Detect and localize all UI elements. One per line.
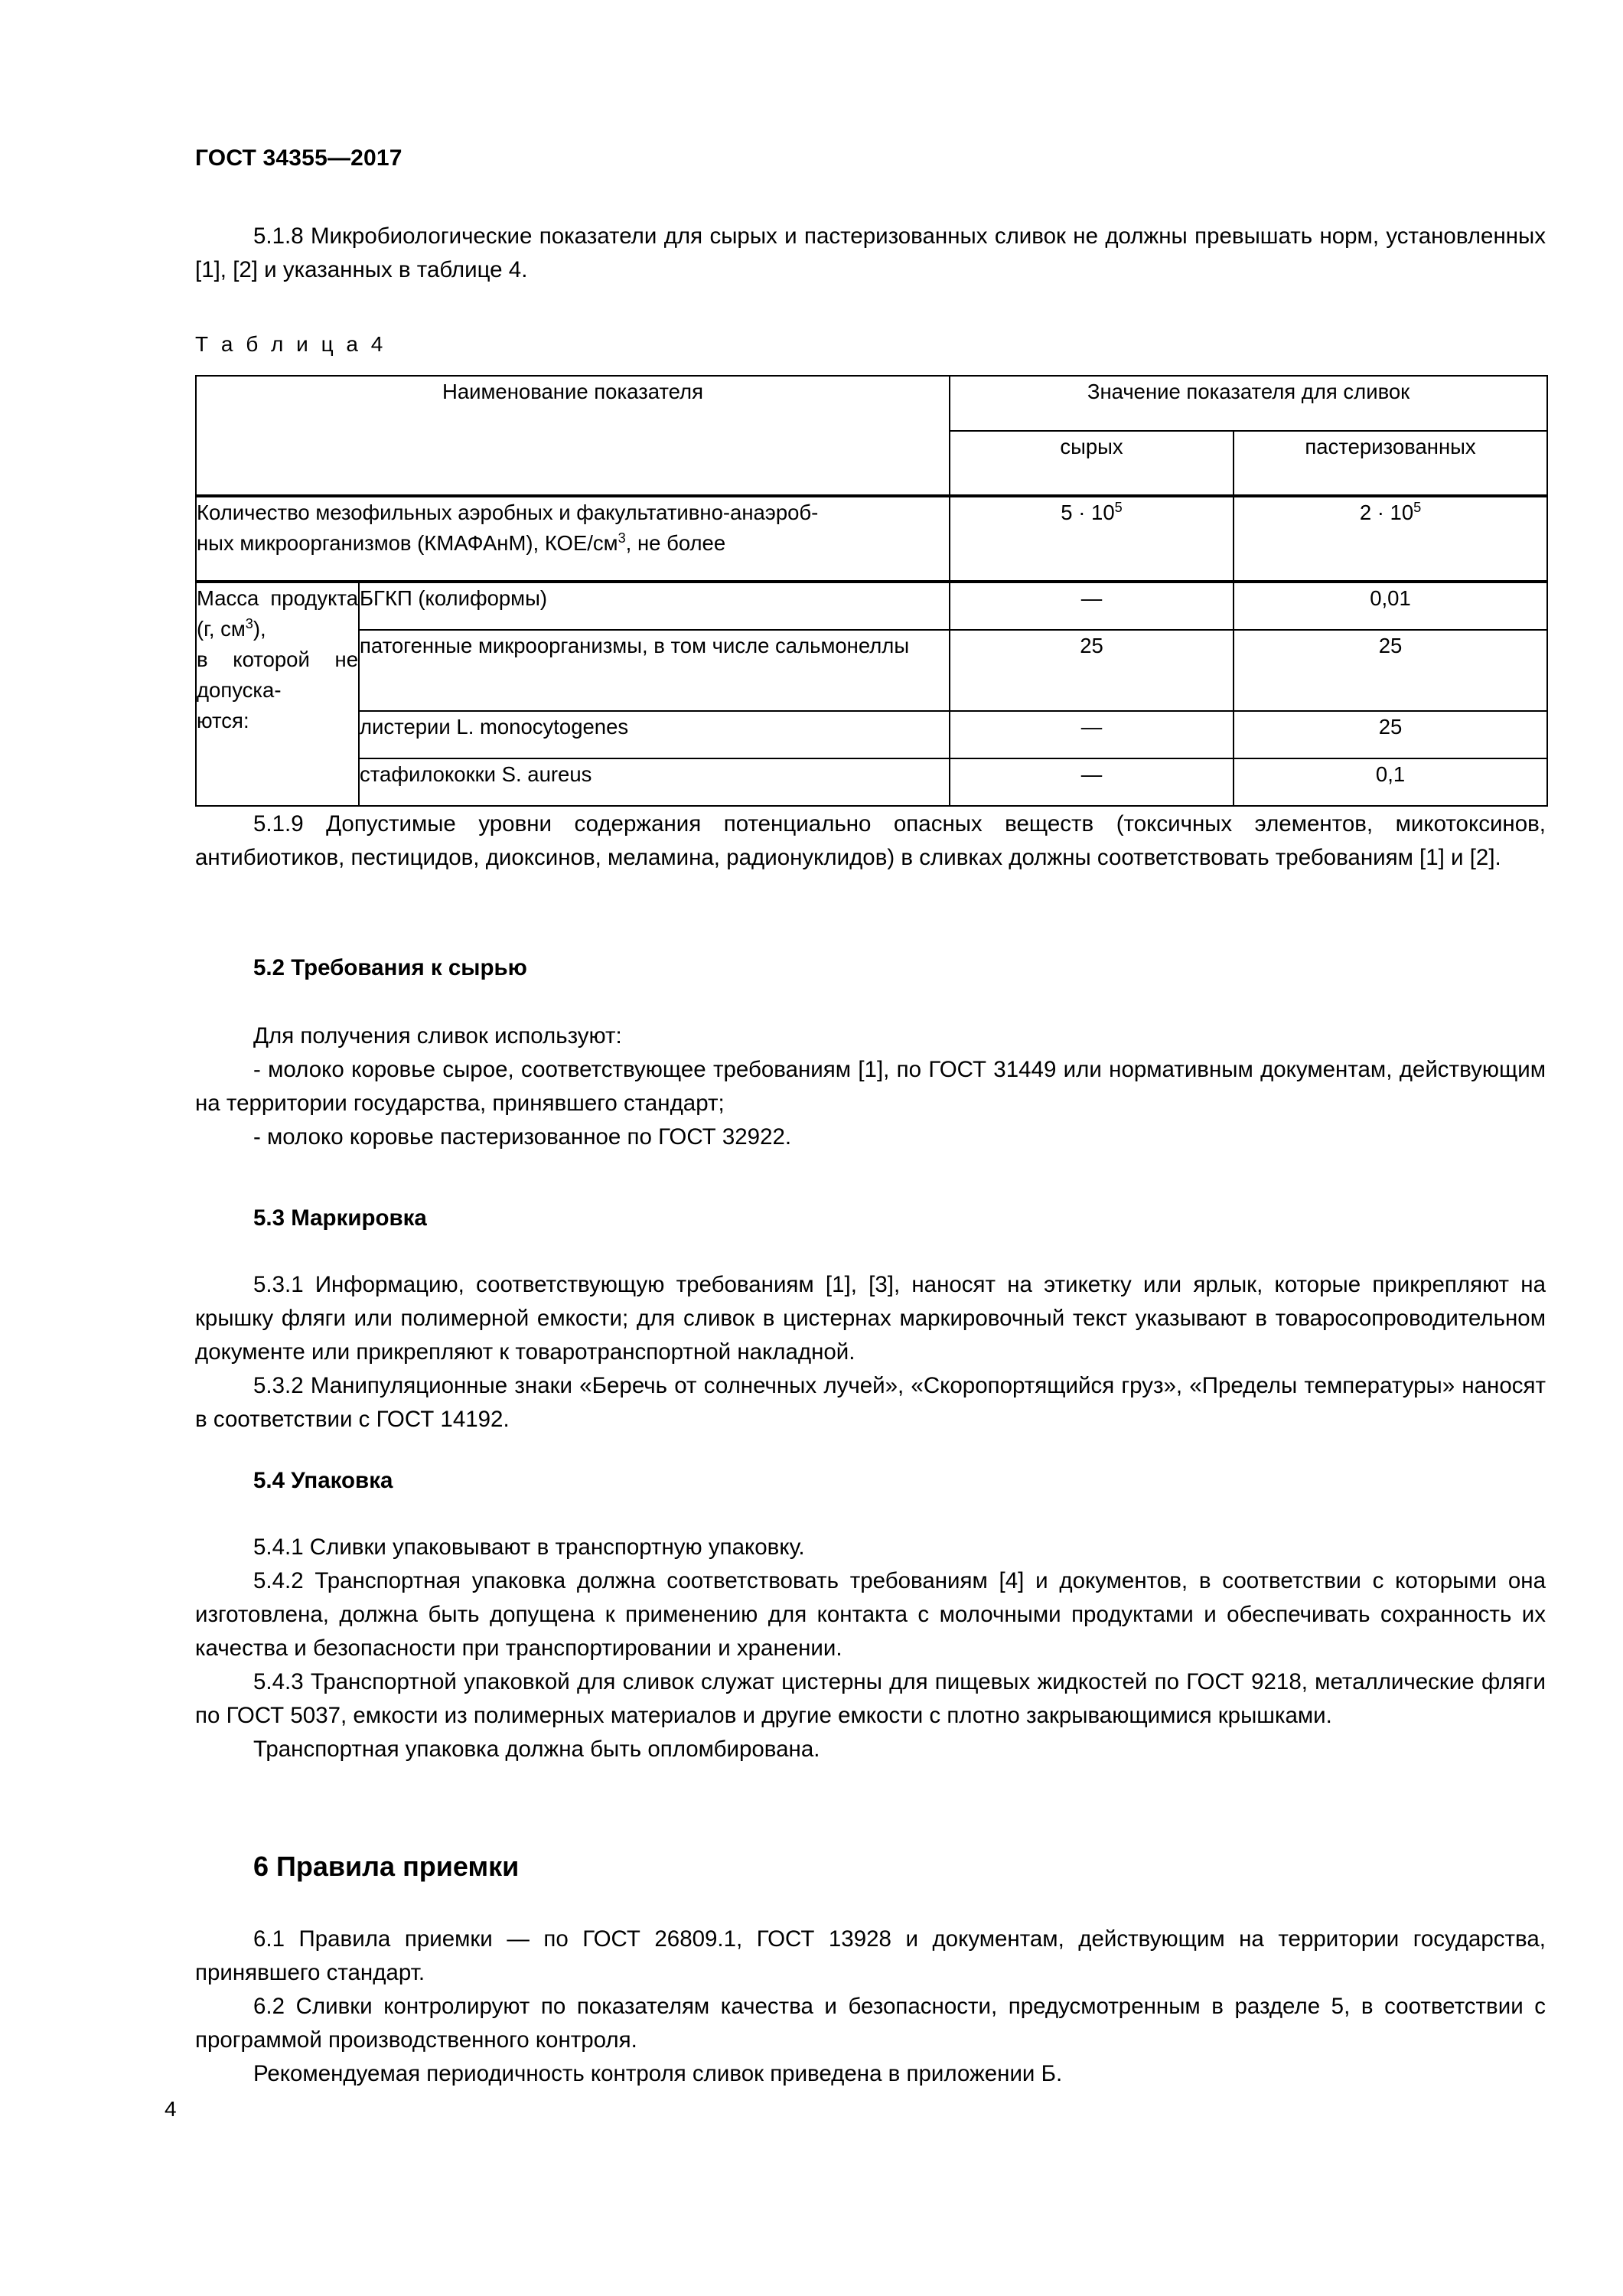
heading-5-3: 5.3 Маркировка — [253, 1205, 427, 1231]
kmafanm-superscript: 3 — [618, 530, 626, 546]
kmafanm-name-line-1: Количество мезофильных аэробных и факультативно-анаэроб- — [197, 501, 819, 524]
group-label-superscript: 3 — [245, 615, 253, 631]
chapter-6-body — [195, 1923, 1546, 2091]
table-cell-kmafanm-pasteurized — [1234, 496, 1547, 582]
table-header-row-1 — [196, 376, 1547, 431]
chapter-6-block — [195, 1848, 1546, 1885]
heading-6: 6 Правила приемки — [253, 1851, 520, 1882]
kmafanm-name-line-2a: ных микроорганизмов (КМАФАнМ), КОЕ/см — [197, 531, 618, 555]
paragraph-5-1-8-block — [195, 220, 1546, 287]
table-4-wrapper — [195, 375, 1546, 807]
table-cell-raw: 25 — [950, 630, 1234, 711]
section-5-2-body — [195, 1019, 1546, 1154]
paragraph-6-2b: Рекомендуемая периодичность контроля сливок приведена в приложении Б. — [253, 2061, 1063, 2086]
table-header-col-raw: сырых — [950, 431, 1234, 496]
kmafanm-raw-exponent: 5 — [1114, 499, 1123, 515]
kmafanm-raw-mantissa: 5 · 10 — [1061, 501, 1115, 524]
table-cell-name: листерии L. monocytogenes — [359, 711, 950, 758]
group-label-line-1b: ), — [253, 617, 266, 641]
section-5-4-block — [195, 1464, 1546, 1498]
table-4-caption: Т а б л и ц а 4 — [195, 332, 386, 356]
heading-5-2: 5.2 Требования к сырью — [253, 955, 527, 980]
table-cell-pasteurized: 25 — [1234, 711, 1547, 758]
group-label-line-2: в которой не допуска- — [197, 647, 358, 702]
table-cell-name: БГКП (колиформы) — [359, 582, 950, 630]
paragraph-5-3-2: 5.3.2 Манипуляционные знаки «Беречь от солнечных лучей», «Скоропортящийся груз», «Пределы температуры» наносят в соответствии с ГОСТ 14192. — [195, 1373, 1546, 1432]
paragraph-5-4-1: 5.4.1 Сливки упаковывают в транспортную упаковку. — [253, 1534, 805, 1560]
paragraph-5-2-item-2: - молоко коровье пастеризованное по ГОСТ 32922. — [253, 1124, 792, 1150]
heading-5-4: 5.4 Упаковка — [253, 1468, 393, 1493]
table-row — [196, 496, 1547, 582]
section-5-3-body — [195, 1268, 1546, 1437]
table-cell-raw: — — [950, 582, 1234, 630]
table-cell-kmafanm-raw — [950, 496, 1234, 582]
table-header-value-group: Значение показателя для сливок — [950, 376, 1547, 431]
paragraph-5-2-intro: Для получения сливок используют: — [253, 1023, 622, 1049]
table-cell-name: патогенные микроорганизмы, в том числе сальмонеллы — [359, 630, 950, 711]
paragraph-5-1-9: 5.1.9 Допустимые уровни содержания потенциально опасных веществ (токсичных элементов, микотоксинов, антибиотиков, пестицидов, диоксинов, меламина, радионуклидов) в сливках должны соответствовать требованиям [1] и [2]. — [195, 811, 1546, 870]
table-cell-name: стафилококки S. aureus — [359, 758, 950, 806]
table-4 — [195, 375, 1548, 807]
table-cell-pasteurized: 25 — [1234, 630, 1547, 711]
table-cell-pasteurized: 0,01 — [1234, 582, 1547, 630]
table-header-col-pasteurized: пастеризованных — [1234, 431, 1547, 496]
table-header-indicator: Наименование показателя — [196, 376, 950, 496]
kmafanm-name-line-2b: , не более — [625, 531, 726, 555]
group-label-line-1a: Масса продукта (г, см — [197, 586, 358, 641]
paragraph-6-1: 6.1 Правила приемки — по ГОСТ 26809.1, ГОСТ 13928 и документам, действующим на территории государства, принявшего стандарт. — [195, 1926, 1546, 1985]
page-number: 4 — [165, 2097, 177, 2121]
section-5-2-block — [195, 951, 1546, 985]
table-row — [196, 758, 1547, 806]
paragraph-5-4-2: 5.4.2 Транспортная упаковка должна соответствовать требованиям [4] и документов, в соответствии с которыми она изготовлена, должна быть допущена к применению для контакта с молочными продуктами и обеспечивать сохранность их качества и безопасности при транспортировании и хранении. — [195, 1568, 1546, 1661]
kmafanm-past-mantissa: 2 · 10 — [1359, 501, 1414, 524]
table-row — [196, 630, 1547, 711]
paragraph-5-4-3b: Транспортная упаковка должна быть опломбирована. — [253, 1737, 820, 1762]
table-row — [196, 711, 1547, 758]
kmafanm-past-exponent: 5 — [1413, 499, 1422, 515]
table-cell-pasteurized: 0,1 — [1234, 758, 1547, 806]
document-header: ГОСТ 34355—2017 — [195, 145, 402, 171]
table-row — [196, 582, 1547, 630]
table-cell-group-label — [196, 582, 359, 806]
section-5-4-body — [195, 1531, 1546, 1766]
paragraph-5-3-1: 5.3.1 Информацию, соответствующую требованиям [1], [3], наносят на этикетку или ярлык, которые прикрепляют на крышку фляги или полимерной емкости; для сливок в цистернах маркировочный текст указывают в товаросопроводительном документе или прикрепляют к товаротранспортной накладной. — [195, 1272, 1546, 1365]
table-cell-raw: — — [950, 758, 1234, 806]
group-label-line-3: ются: — [197, 709, 249, 732]
table-cell-kmafanm-name — [196, 496, 950, 582]
paragraph-5-2-item-1: - молоко коровье сырое, соответствующее требованиям [1], по ГОСТ 31449 или нормативным документам, действующим на территории государства, принявшего стандарт; — [195, 1057, 1546, 1116]
paragraph-6-2: 6.2 Сливки контролируют по показателям качества и безопасности, предусмотренным в разделе 5, в соответствии с программой производственного контроля. — [195, 1994, 1546, 2053]
paragraph-5-4-3: 5.4.3 Транспортной упаковкой для сливок служат цистерны для пищевых жидкостей по ГОСТ 9218, металлические фляги по ГОСТ 5037, емкости из полимерных материалов и другие емкости с плотно закрывающимися крышками. — [195, 1669, 1546, 1728]
paragraph-5-1-8: 5.1.8 Микробиологические показатели для сырых и пастеризованных сливок не должны превышать норм, установленных [1], [2] и указанных в таблице 4. — [195, 223, 1546, 282]
paragraph-5-1-9-block — [195, 807, 1546, 875]
table-cell-raw: — — [950, 711, 1234, 758]
section-5-3-block — [195, 1202, 1546, 1235]
